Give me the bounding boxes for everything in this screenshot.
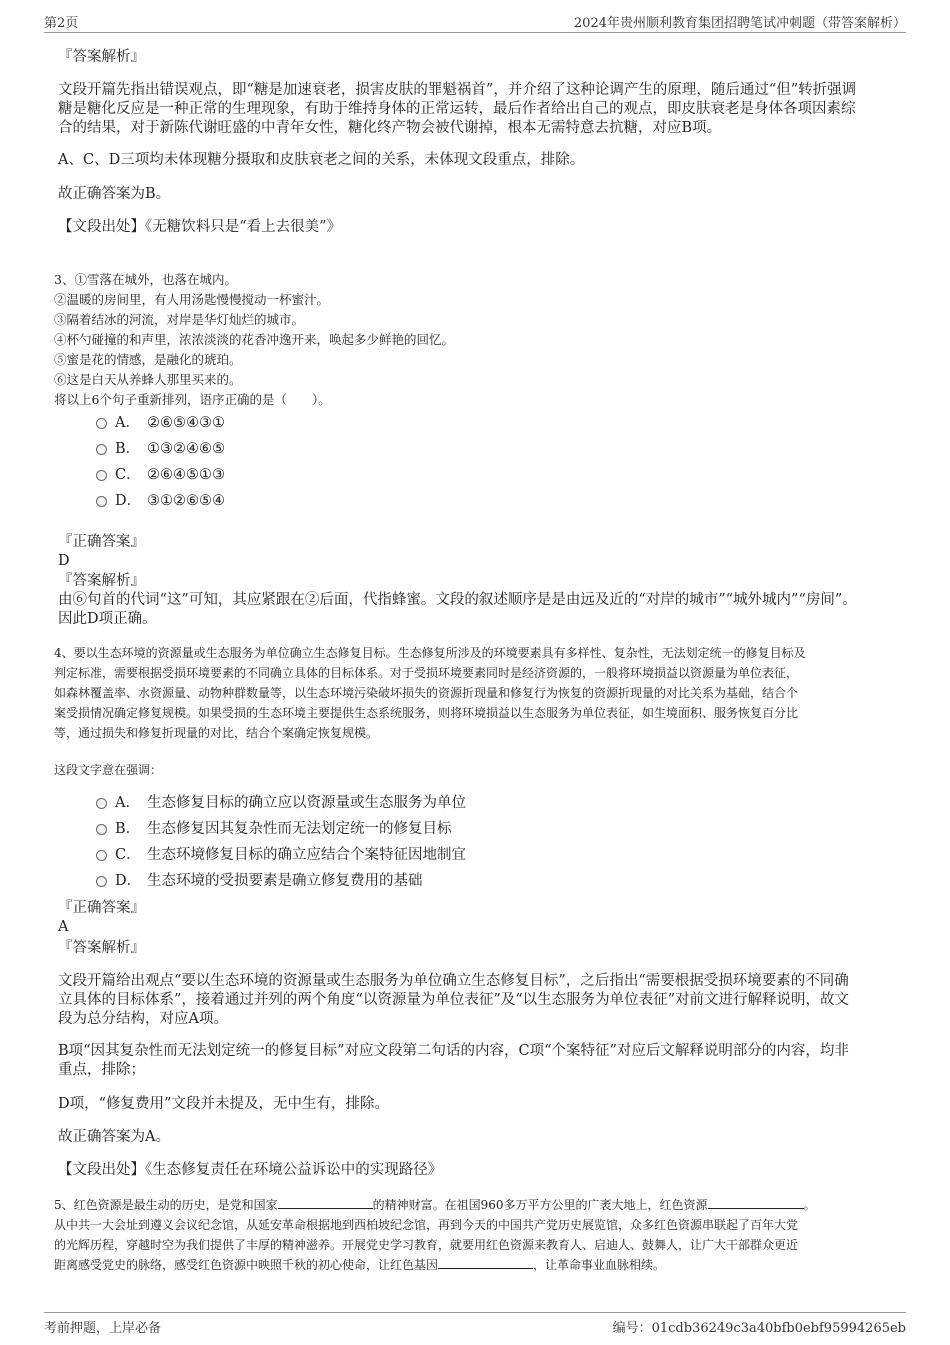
page-footer [44,1312,906,1335]
q3-line: ⑤蜜是花的情感，是融化的琥珀。 [54,352,242,367]
q2-analysis-line: 合的结果，对于新陈代谢旺盛的中青年女性，糖化终产物会被代谢掉，根本无需特意去抗糖，对应B项。 [58,120,722,136]
q3-line: ②温暖的房间里，有人用汤匙慢慢搅动一杯蜜汁。 [54,292,330,307]
radio-icon[interactable] [96,876,107,887]
q4-answer-title: 『正确答案』 [58,900,145,916]
q4-line: 如森林覆盖率、水资源量、动物种群数量等，以生态环境污染破坏损失的资源折现量和修复行为恢复的资源折现量的对比关系为基础，结合个 [54,686,799,700]
q3-option-c[interactable]: C． ②⑥④⑤①③ [96,465,225,485]
document-title: 2024年贵州顺利教育集团招聘笔试冲刺题（带答案解析） [573,16,906,31]
q2-conclusion: 故正确答案为B。 [58,186,171,202]
q3-line: ③隔着结冰的河流，对岸是华灯灿烂的城市。 [54,312,305,327]
q4-analysis-line: 段为总分结构，对应A项。 [58,1011,228,1027]
footer-slogan: 考前押题，上岸必备 [44,1321,162,1336]
q3-analysis-line: 因此D项正确。 [58,611,157,627]
q2-analysis-line: 文段开篇先指出错误观点，即“糖是加速衰老，损害皮肤的罪魁祸首”，并介绍了这种论调产生的原理，随后通过“但”转折强调 [58,82,857,98]
q4-answer: A [58,919,69,935]
q2-analysis-title: 『答案解析』 [58,49,145,65]
radio-icon[interactable] [96,470,107,481]
q4-option-c[interactable]: C． 生态环境修复目标的确立应结合个案特征因地制宜 [96,845,466,865]
q4-line: 案受损情况确定修复规模。如果受损的生态环境主要提供生态系统服务，则将环境损益以生态服务为单位表征，如生境面积、服务恢复百分比 [54,706,799,720]
q3-line: ④杯勺碰撞的和声里，浓浓淡淡的花香冲逸开来，唤起多少鲜艳的回忆。 [54,332,455,347]
q5-line: 5、红色资源是最生动的历史，是党和国家 的精神财富。在祖国960多万平方公里的广袤大地上，红色资源 。 [54,1198,816,1212]
q4-analysis-line: 立具体的目标体系”，接着通过并列的两个角度“以资源量为单位表征”及“以生态服务为单位表征”对前文进行解释说明，故文 [58,992,850,1008]
q4-analysis-line: D项，“修复费用”文段并未提及，无中生有，排除。 [58,1096,389,1112]
q4-conclusion: 故正确答案为A。 [58,1129,170,1145]
q4-analysis-title: 『答案解析』 [58,940,145,956]
radio-icon[interactable] [96,496,107,507]
q2-analysis-line: A、C、D三项均未体现糖分摄取和皮肤衰老之间的关系，未体现文段重点，排除。 [58,152,585,168]
q4-line: 4、要以生态环境的资源量或生态服务为单位确立生态修复目标。生态修复所涉及的环境要素具有多样性、复杂性，无法划定统一的修复目标及 [54,646,806,660]
q4-option-a[interactable]: A． 生态修复目标的确立应以资源量或生态服务为单位 [96,793,466,813]
q4-source: 【文段出处】《生态修复责任在环境公益诉讼中的实现路径》 [58,1162,443,1178]
radio-icon[interactable] [96,824,107,835]
q4-option-d[interactable]: D． 生态环境的受损要素是确立修复费用的基础 [96,871,423,891]
q4-question: 这段文字意在强调： [54,763,163,777]
radio-icon[interactable] [96,850,107,861]
page-number: 第2页 [44,16,79,31]
radio-icon[interactable] [96,418,107,429]
q5-line: 的光辉历程，穿越时空为我们提供了丰厚的精神滋养。开展党史学习教育，就要用红色资源来教育人、启迪人、鼓舞人，让广大干部群众更近 [54,1238,799,1252]
fill-blank[interactable] [438,1256,533,1269]
q3-answer-title: 『正确答案』 [58,534,145,550]
q3-question: 将以上6个句子重新排列，语序正确的是（ ）。 [54,392,331,407]
q4-analysis-line: 重点，排除； [58,1062,145,1078]
q4-line: 等，通过损失和修复折现量的对比，结合个案确定恢复规模。 [54,726,379,740]
q5-line: 距离感受党史的脉络，感受红色资源中映照千秋的初心使命，让红色基因 ，让革命事业血脉相续。 [54,1258,666,1272]
q2-analysis-line: 糖是糖化反应是一种正常的生理现象，有助于维持身体的正常运转，最后作者给出自己的观点，即皮肤衰老是身体各项因素综 [58,101,856,117]
fill-blank[interactable] [708,1196,804,1209]
q3-option-a[interactable]: A． ②⑥⑤④③① [96,413,225,433]
q3-line: 3、①雪落在城外，也落在城内。 [54,272,237,287]
page-header [44,12,906,33]
q3-option-b[interactable]: B． ①③②④⑥⑤ [96,439,225,459]
radio-icon[interactable] [96,798,107,809]
q4-analysis-line: 文段开篇给出观点“要以生态环境的资源量或生态服务为单位确立生态修复目标”，之后指出“需要根据受损环境要素的不同确 [58,973,849,989]
q2-source: 【文段出处】《无糖饮料只是“看上去很美”》 [58,219,342,235]
q4-analysis-line: B项“因其复杂性而无法划定统一的修复目标”对应文段第二句话的内容，C项“个案特征”对应后文解释说明部分的内容，均非 [58,1043,849,1059]
q3-line: ⑥这是白天从养蜂人那里买来的。 [54,372,242,387]
fill-blank[interactable] [278,1196,373,1209]
q4-option-b[interactable]: B． 生态修复因其复杂性而无法划定统一的修复目标 [96,819,452,839]
q3-answer: D [58,553,70,569]
radio-icon[interactable] [96,444,107,455]
q3-option-d[interactable]: D． ③①②⑥⑤④ [96,491,225,511]
q3-analysis-title: 『答案解析』 [58,573,145,589]
q3-analysis-line: 由⑥句首的代词“这”可知，其应紧跟在②后面，代指蜂蜜。文段的叙述顺序是是由远及近的“对岸的城市”“城外城内”“房间”。 [58,592,857,608]
footer-code: 编号：01cdb36249c3a40bfb0ebf95994265eb [612,1321,906,1336]
q4-line: 判定标准，需要根据受损环境要素的不同确立具体的目标体系。对于受损环境要素同时是经济资源的，一般将环境损益以资源量为单位表征， [54,666,799,680]
q5-line: 从中共一大会址到遵义会议纪念馆，从延安革命根据地到西柏坡纪念馆，再到今天的中国共产党历史展览馆，众多红色资源串联起了百年大党 [54,1218,799,1232]
